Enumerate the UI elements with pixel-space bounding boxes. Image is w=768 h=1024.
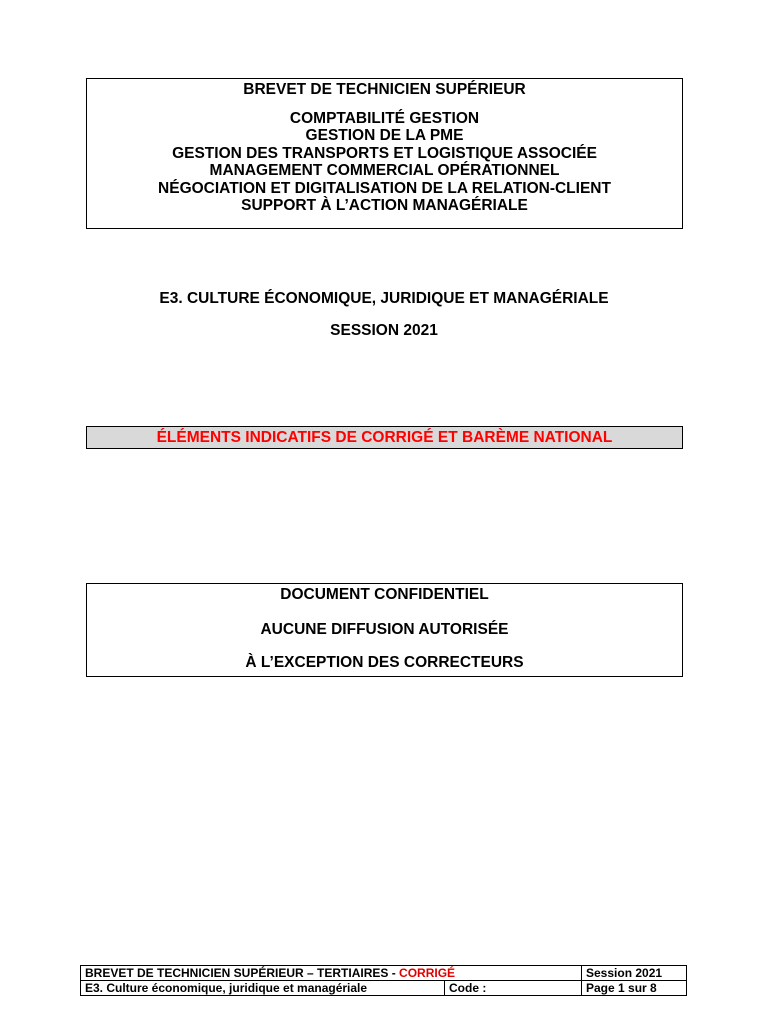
- footer-session: Session 2021: [582, 966, 687, 981]
- confidential-line-2: AUCUNE DIFFUSION AUTORISÉE: [260, 621, 509, 638]
- specialty-item: GESTION DES TRANSPORTS ET LOGISTIQUE ASSOCIÉE: [172, 144, 597, 162]
- confidential-line-3: À L’EXCEPTION DES CORRECTEURS: [245, 654, 524, 671]
- footer-corrige-text: CORRIGÉ: [399, 966, 456, 980]
- footer-code: Code :: [445, 981, 582, 996]
- specialty-item: COMPTABILITÉ GESTION: [289, 109, 480, 127]
- title-box: [86, 78, 683, 229]
- footer-table: [80, 965, 687, 996]
- footer-bts-text: BREVET DE TECHNICIEN SUPÉRIEUR – TERTIAIRES -: [85, 966, 400, 980]
- specialty-item: SUPPORT À L’ACTION MANAGÉRIALE: [241, 197, 528, 214]
- specialty-item: NÉGOCIATION ET DIGITALISATION DE LA RELATION-CLIENT: [158, 179, 611, 197]
- footer-page: Page 1 sur 8: [582, 981, 687, 996]
- confidential-box: [86, 583, 683, 677]
- footer-subject: E3. Culture économique, juridique et managériale: [81, 981, 445, 996]
- specialty-item: MANAGEMENT COMMERCIAL OPÉRATIONNEL: [209, 162, 560, 179]
- specialty-item: GESTION DE LA PME: [305, 127, 464, 144]
- footer-bts-cell: [81, 966, 582, 981]
- corrige-banner: ÉLÉMENTS INDICATIFS DE CORRIGÉ ET BARÈME NATIONAL: [86, 426, 683, 449]
- title-line-bts: BREVET DE TECHNICIEN SUPÉRIEUR: [243, 81, 526, 98]
- exam-session: SESSION 2021: [330, 322, 438, 339]
- confidential-line-1: DOCUMENT CONFIDENTIEL: [280, 586, 489, 603]
- exam-title: E3. CULTURE ÉCONOMIQUE, JURIDIQUE ET MANAGÉRIALE: [159, 290, 609, 307]
